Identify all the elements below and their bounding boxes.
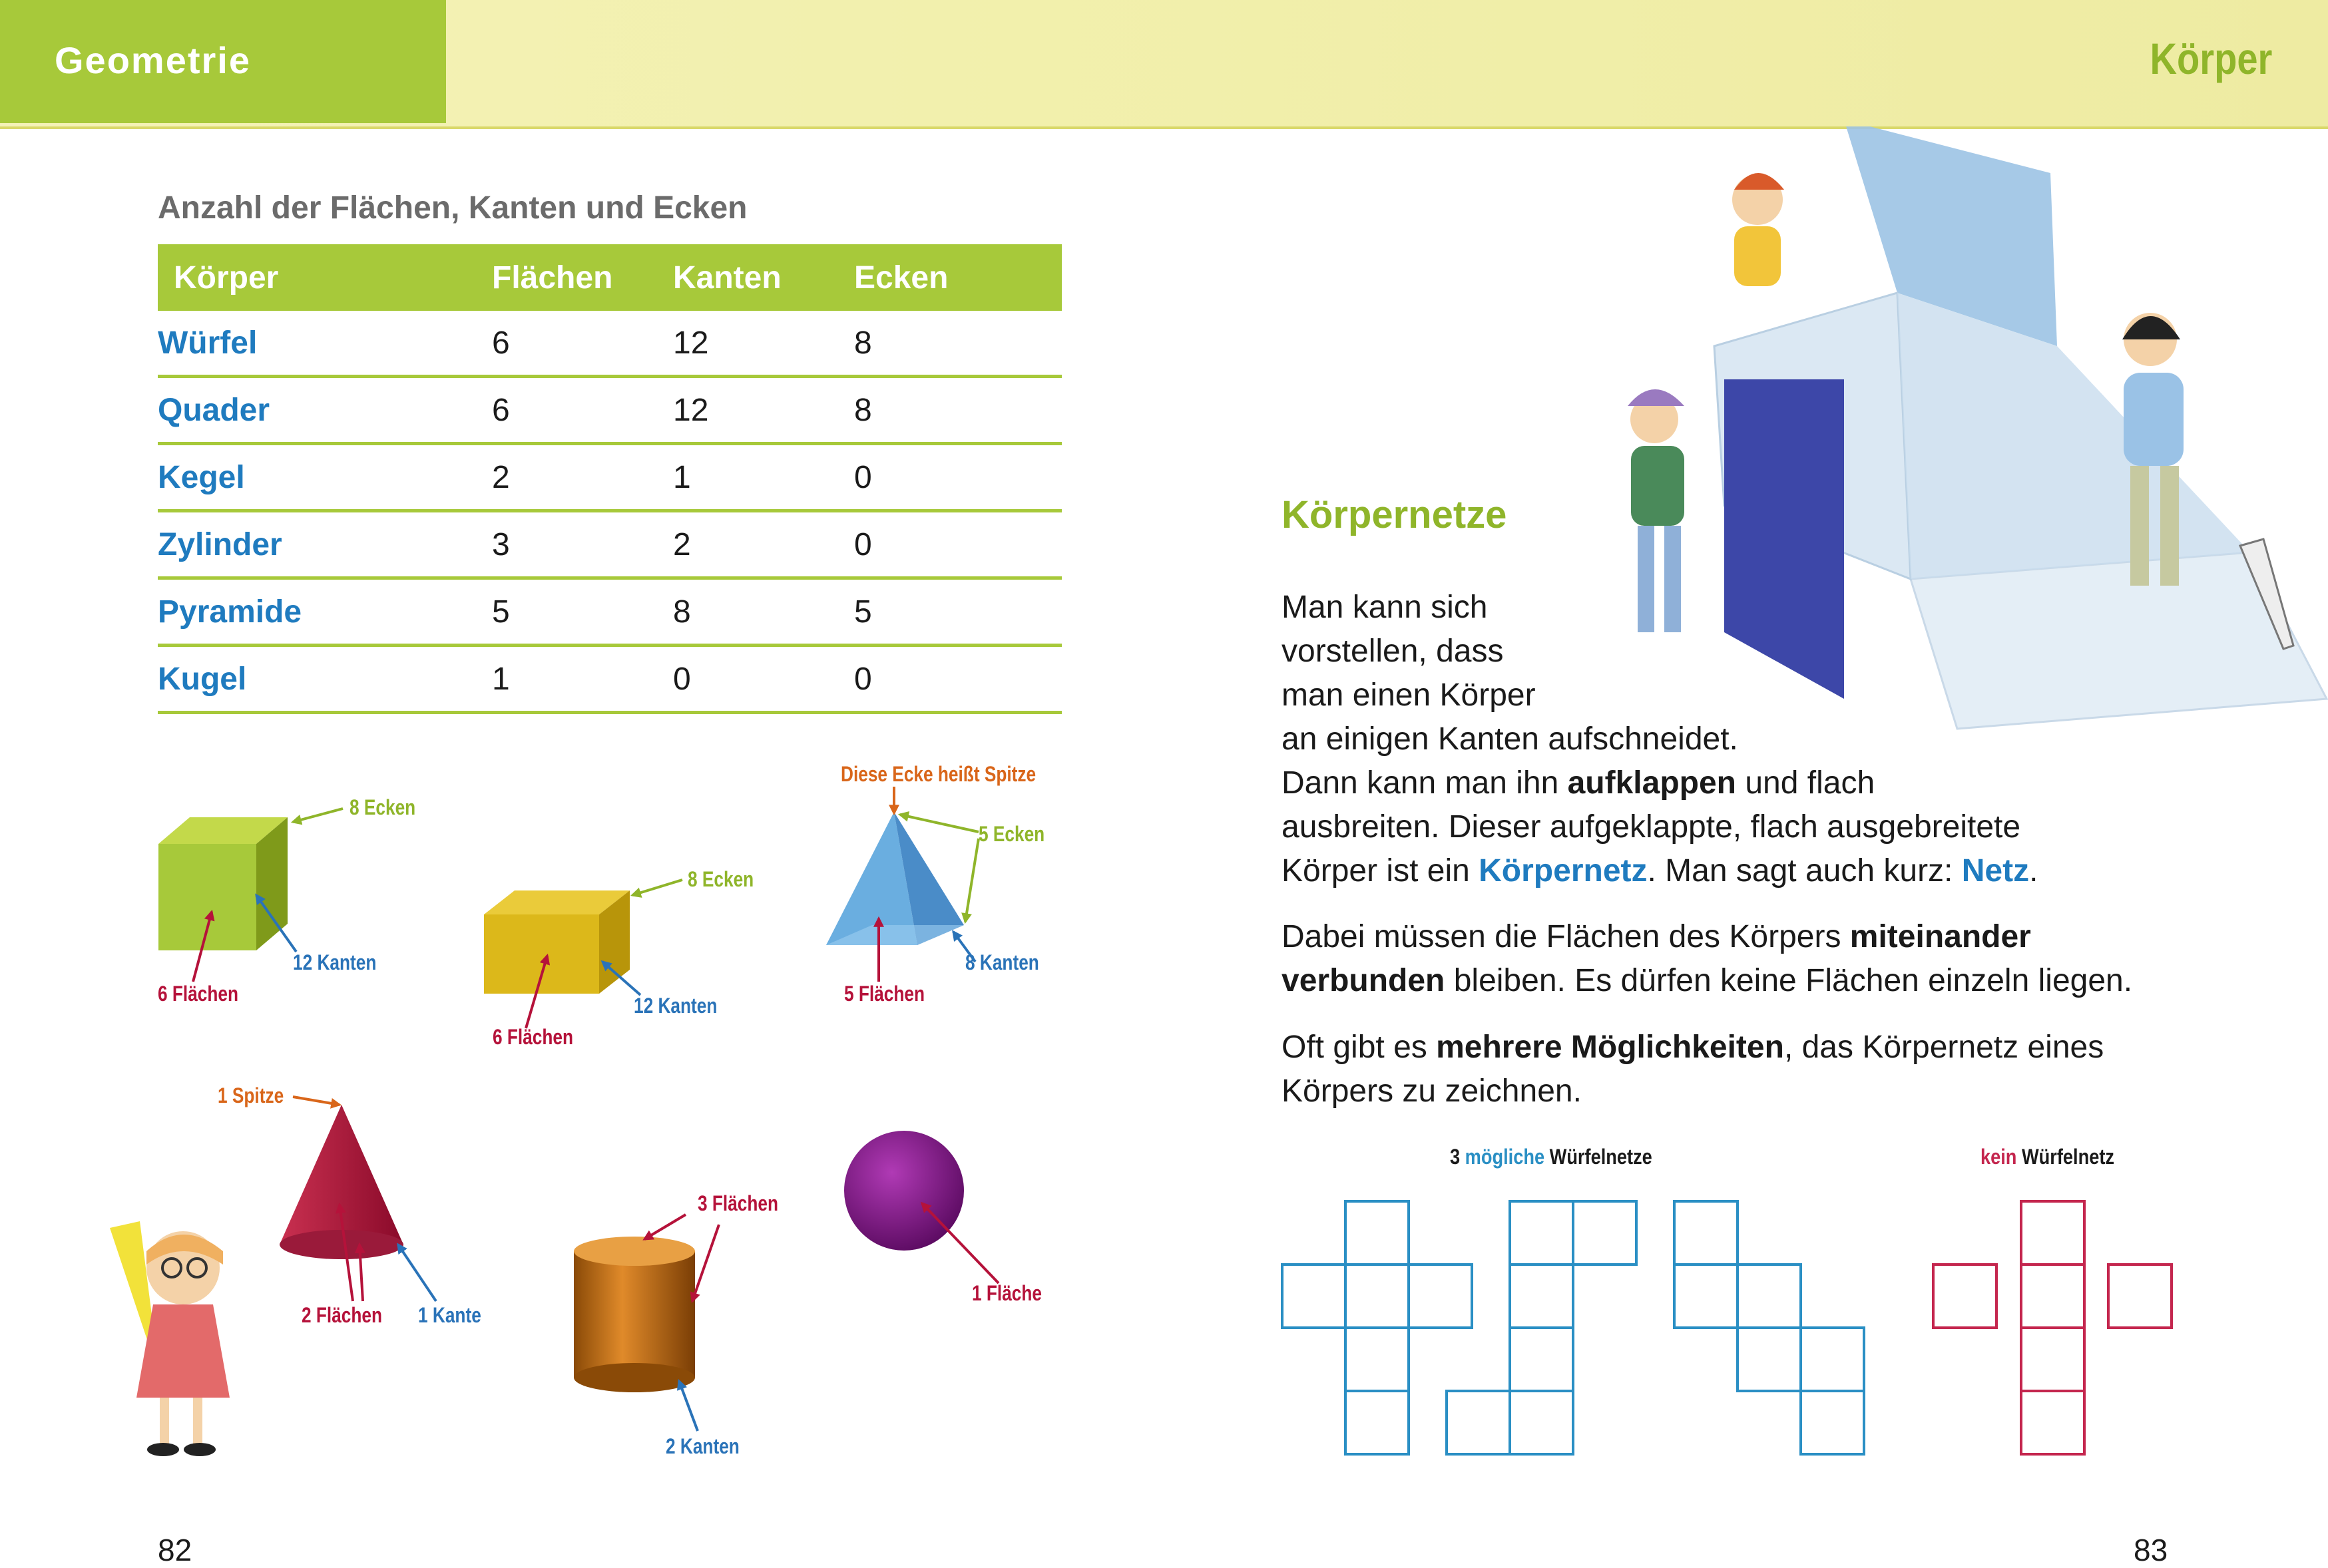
page-number-left: 82	[158, 1533, 192, 1567]
sphere-face-label: 1 Fläche	[972, 1281, 1043, 1305]
text-run: mögliche	[1465, 1145, 1545, 1169]
cuboid-corners-label: 8 Ecken	[688, 867, 754, 891]
cell-corners: 0	[854, 646, 1062, 713]
p1-line-4: an einigen Kanten aufschneidet.	[1281, 721, 1738, 757]
col-header-faces: Flächen	[492, 244, 673, 311]
cell-name: Kegel	[158, 444, 492, 511]
cell-name: Zylinder	[158, 511, 492, 578]
bold-run: mehrere Möglichkeiten	[1436, 1030, 1784, 1065]
term-koerpernetz: Körpernetz	[1479, 853, 1648, 888]
col-header-edges: Kanten	[673, 244, 854, 311]
cell-corners: 0	[854, 444, 1062, 511]
text-run: Dann kann man ihn	[1281, 765, 1568, 801]
cone-apex-label: 1 Spitze	[218, 1083, 284, 1107]
cell-faces: 5	[492, 578, 673, 646]
cube-net-2	[1447, 1201, 1636, 1454]
text-run: Dabei müssen die Flächen des Körpers	[1281, 919, 1850, 954]
topic-title: Körper	[2150, 34, 2272, 83]
text-run: Oft gibt es	[1281, 1030, 1437, 1065]
cone-faces-label: 2 Flächen	[302, 1303, 383, 1327]
cell-faces: 6	[492, 377, 673, 444]
p3-line-2: Körpers zu zeichnen.	[1281, 1074, 1582, 1109]
text-run: bleiben. Es dürfen keine Flächen einzeln liegen.	[1445, 963, 2133, 998]
cell-corners: 8	[854, 311, 1062, 377]
bold-run: aufklappen	[1567, 765, 1736, 801]
not-a-cube-net	[1933, 1201, 2172, 1454]
cell-name: Würfel	[158, 311, 492, 377]
cell-faces: 1	[492, 646, 673, 713]
p1-line-3: man einen Körper	[1281, 678, 1536, 713]
cube-net-1	[1282, 1201, 1472, 1454]
cube-faces-label: 6 Flächen	[158, 982, 239, 1006]
p1-line-1: Man kann sich	[1281, 590, 1488, 625]
pyramid-apex-label: Diese Ecke heißt Spitze	[841, 762, 1037, 786]
table-title: Anzahl der Flächen, Kanten und Ecken	[158, 190, 748, 226]
p1-line-6: ausbreiten. Dieser aufgeklappte, flach ausgebreitete	[1281, 809, 2021, 845]
cell-corners: 5	[854, 578, 1062, 646]
cell-edges: 0	[673, 646, 854, 713]
cell-faces: 2	[492, 444, 673, 511]
cube-net-3	[1674, 1201, 1864, 1454]
cylinder-faces-label: 3 Flächen	[698, 1191, 779, 1215]
cone-edge-label: 1 Kante	[418, 1303, 481, 1327]
cell-edges: 1	[673, 444, 854, 511]
pyramid-faces-label: 5 Flächen	[844, 982, 925, 1006]
cube-edges-label: 12 Kanten	[293, 950, 377, 974]
cell-corners: 0	[854, 511, 1062, 578]
cuboid-edges-label: 12 Kanten	[634, 994, 718, 1018]
cell-edges: 12	[673, 311, 854, 377]
text-run: 3	[1450, 1145, 1465, 1169]
page-number-right: 83	[2134, 1533, 2168, 1567]
cell-name: Kugel	[158, 646, 492, 713]
chapter-title: Geometrie	[55, 39, 251, 81]
cell-name: Pyramide	[158, 578, 492, 646]
pyramid-corners-label: 5 Ecken	[979, 822, 1045, 846]
cell-faces: 3	[492, 511, 673, 578]
cell-edges: 8	[673, 578, 854, 646]
pyramid-edges-label: 8 Kanten	[965, 950, 1039, 974]
text-run: kein	[1980, 1145, 2017, 1169]
cell-faces: 6	[492, 311, 673, 377]
cell-edges: 2	[673, 511, 854, 578]
text-run: und flach	[1736, 765, 1875, 801]
cylinder-edges-label: 2 Kanten	[666, 1434, 740, 1458]
bold-run: verbunden	[1281, 963, 1445, 998]
p1-line-2: vorstellen, dass	[1281, 634, 1504, 669]
text-run: , das Körpernetz eines	[1783, 1030, 2104, 1065]
cell-name: Quader	[158, 377, 492, 444]
nets-title: Körpernetze	[1281, 493, 1507, 536]
text-run: .	[2029, 853, 2038, 888]
col-header-corners: Ecken	[854, 244, 1062, 311]
text-run: Körper ist ein	[1281, 853, 1479, 888]
text-run: . Man sagt auch kurz:	[1647, 853, 1962, 888]
cell-edges: 12	[673, 377, 854, 444]
col-header-body: Körper	[158, 244, 492, 311]
text-run: Würfelnetz	[2016, 1145, 2114, 1169]
cuboid-faces-label: 6 Flächen	[493, 1025, 574, 1049]
cell-corners: 8	[854, 377, 1062, 444]
term-netz: Netz	[1961, 853, 2030, 888]
bold-run: miteinander	[1849, 919, 2031, 954]
cube-corners-label: 8 Ecken	[349, 795, 416, 819]
text-run: Würfelnetze	[1544, 1145, 1652, 1169]
